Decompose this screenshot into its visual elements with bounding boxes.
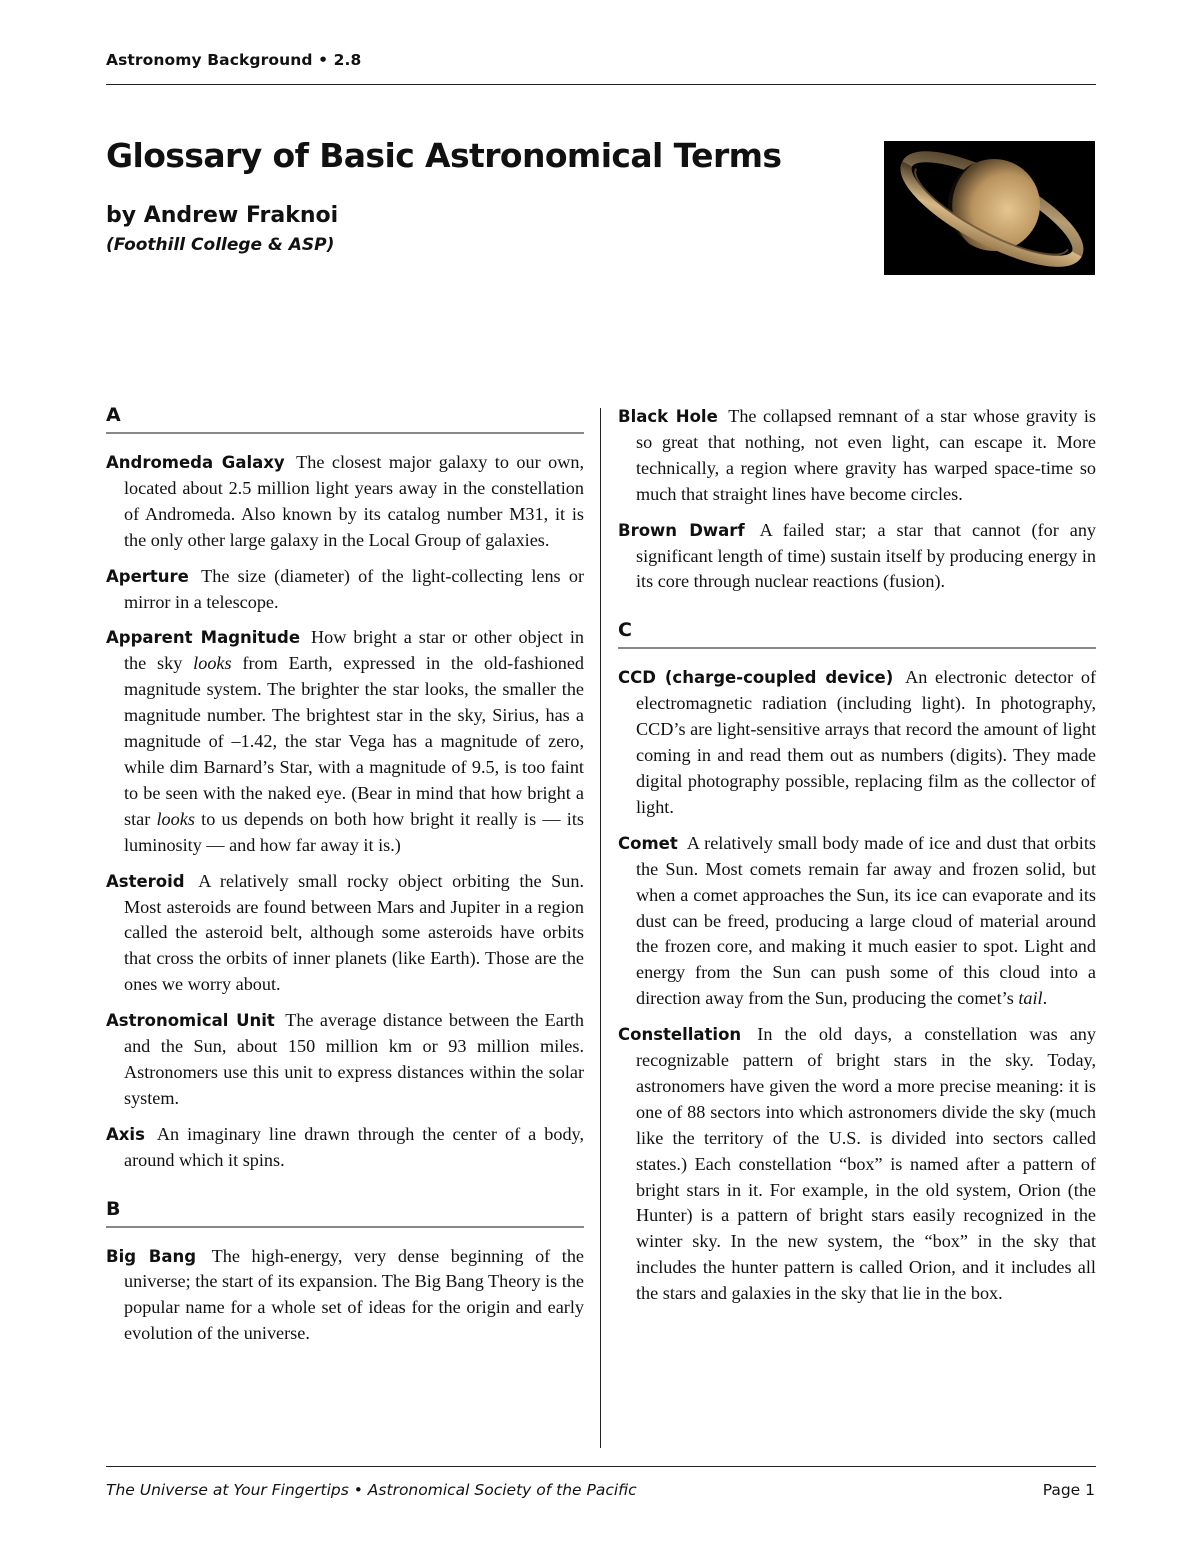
glossary-definition: The collapsed remnant of a star whose gravity is so great that nothing, not even light, can escape it. More technically, a region where gravity has warped space-time so much that straight lines have become circles. — [636, 406, 1096, 504]
running-head: Astronomy Background • 2.8 — [106, 51, 362, 69]
glossary-definition: A relatively small rocky object orbiting the Sun. Most asteroids are found between Mars and Jupiter in a region called the asteroid belt, although some asteroids have orbits that cross the orbits of inner planets (like Earth). Those are the ones we worry about. — [124, 870, 585, 995]
glossary-entry-asteroid — [106, 869, 584, 999]
definition-text: from Earth, expressed in the old-fashioned magnitude system. The brighter the star looks, the smaller the magnitude number. The brightest star in the sky, Sirius, has a magnitude of –1.42, the star Vega has a magnitude of zero, while dim Barnard’s Star, with a magnitude of 9.5, is too faint to be seen with the naked eye. (Bear in mind that how bright a star — [124, 653, 584, 829]
glossary-definition: The average distance between the Earth and the Sun, about 150 million km or 93 million miles. Astronomers use this unit to express distances within the solar system. — [124, 1010, 584, 1108]
glossary-term: Constellation — [618, 1025, 742, 1045]
glossary-entry-comet — [618, 831, 1096, 1012]
author-affiliation: (Foothill College & ASP) — [106, 235, 335, 255]
right-column — [618, 404, 1096, 1307]
glossary-term: Big Bang — [106, 1246, 197, 1266]
glossary-entry-astronomical-unit — [106, 1008, 584, 1112]
glossary-entry-axis — [106, 1122, 584, 1174]
page-title: Glossary of Basic Astronomical Terms — [106, 136, 782, 175]
glossary-entry-ccd — [618, 665, 1096, 820]
definition-text: A relatively small body made of ice and dust that orbits the Sun. Most comets remain far away and frozen solid, but when a comet approaches the Sun, its ice can evaporate and its dust can be freed, producing a large cloud of material around the frozen core, and making it much easier to spot. Light and energy from the Sun can push some of this cloud into a direction away from the Sun, producing the comet’s — [636, 832, 1096, 1009]
glossary-definition: An electronic detector of electromagnetic radiation (including light). In photography, CCD’s are light-sensitive arrays that record the amount of light coming in and read them out as numbers (digits). They made digital photography possible, replacing film as the collector of light. — [636, 667, 1096, 817]
glossary-definition: A failed star; a star that cannot (for any significant length of time) sustain itself by producing energy in its core through nuclear reactions (fusion). — [636, 519, 1097, 592]
glossary-term: CCD (charge-coupled device) — [618, 668, 894, 688]
glossary-entry-big-bang — [106, 1244, 584, 1348]
glossary-term: Andromeda Galaxy — [106, 453, 285, 472]
glossary-term: Asteroid — [106, 871, 185, 891]
page-number: Page 1 — [1042, 1481, 1095, 1499]
glossary-entry-black-hole — [618, 404, 1096, 508]
definition-emphasis: tail — [1018, 988, 1043, 1009]
definition-text: to us depends on both how bright it really is — its luminosity — and how far away it is.) — [124, 808, 584, 855]
left-column — [106, 404, 584, 1347]
glossary-entry-constellation — [618, 1022, 1096, 1307]
glossary-entry-andromeda-galaxy — [106, 450, 584, 554]
glossary-term: Comet — [618, 833, 678, 853]
author-byline: by Andrew Fraknoi — [106, 203, 339, 228]
glossary-definition: The closest major galaxy to our own, located about 2.5 million light years away in the constellation of Andromeda. Also known by its catalog number M31, it is the only other large galaxy in the Local Group of galaxies. — [124, 452, 584, 550]
glossary-definition — [636, 833, 1096, 1008]
column-divider — [600, 408, 601, 1448]
glossary-term: Brown Dwarf — [618, 520, 745, 540]
glossary-term: Aperture — [106, 566, 189, 586]
definition-text: . — [1042, 988, 1048, 1009]
definition-text: How bright a star or other object in the sky — [124, 627, 585, 674]
glossary-definition: An imaginary line drawn through the center of a body, around which it spins. — [124, 1123, 585, 1170]
definition-emphasis: looks — [193, 653, 232, 674]
glossary-term: Axis — [106, 1124, 145, 1144]
saturn-icon — [884, 141, 1095, 275]
header-rule — [106, 84, 1096, 85]
glossary-term: Astronomical Unit — [106, 1011, 275, 1031]
glossary-entry-apparent-magnitude — [106, 625, 584, 858]
glossary-entry-aperture — [106, 564, 584, 616]
glossary-term: Apparent Magnitude — [106, 628, 301, 648]
glossary-definition: In the old days, a constellation was any recognizable pattern of bright stars in the sky. Today, astronomers have given the word a more precise meaning: it is one of 88 sectors into which astronomers divide the sky (much like the territory of the U.S. is divided into sectors called states.) Each constellation “box” is named after a pattern of bright stars in it. For example, in the old system, Orion (the Hunter) is a pattern of bright stars easily recognized in the winter sky. In the new system, the “box” in the sky that includes the hunter pattern is called Orion, and it includes all the stars and galaxies in the sky that lie in the box. — [636, 1024, 1096, 1304]
section-heading-b: B — [106, 1198, 584, 1228]
glossary-definition: The high-energy, very dense beginning of the universe; the start of its expansion. The Big Bang Theory is the popular name for a whole set of ideas for the origin and early evolution of the universe. — [124, 1245, 585, 1344]
glossary-definition — [124, 627, 584, 854]
definition-emphasis: looks — [156, 808, 195, 829]
glossary-term: Black Hole — [618, 407, 718, 426]
footer-credit: The Universe at Your Fingertips • Astronomical Society of the Pacific — [106, 1481, 637, 1499]
section-heading-c: C — [618, 619, 1096, 649]
saturn-image — [884, 141, 1095, 275]
glossary-entry-brown-dwarf — [618, 518, 1096, 596]
section-heading-a: A — [106, 404, 584, 434]
glossary-definition: The size (diameter) of the light-collecting lens or mirror in a telescope. — [124, 565, 585, 612]
footer-rule — [106, 1466, 1096, 1467]
